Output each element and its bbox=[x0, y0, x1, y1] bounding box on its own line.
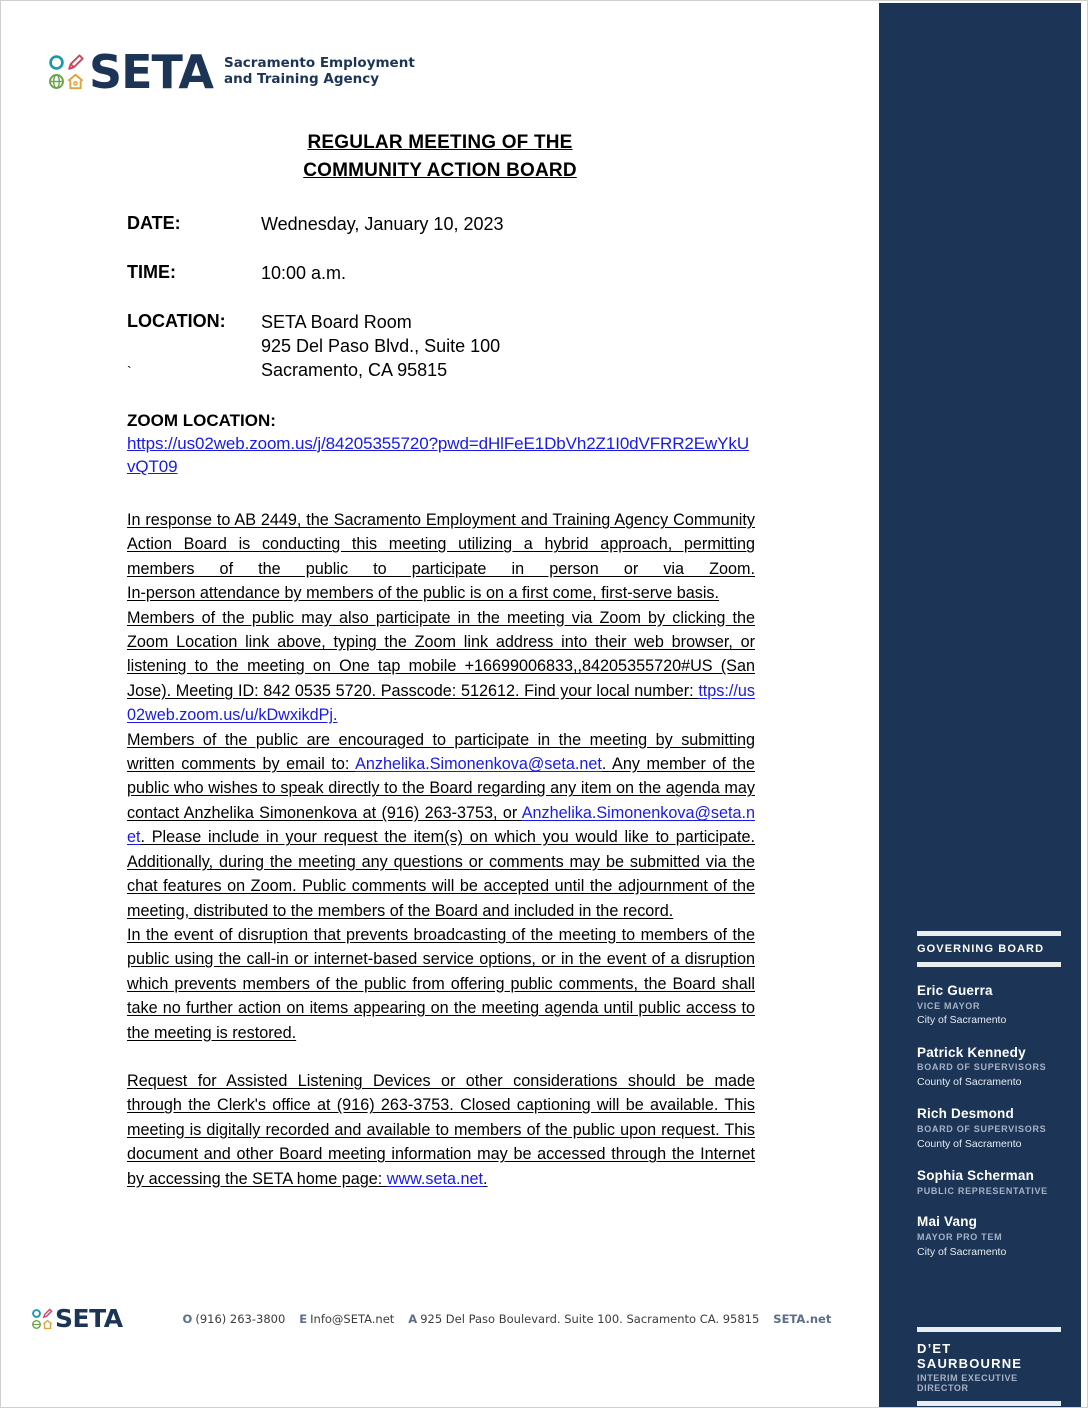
paragraph-disruption-text: In the event of disruption that prevents broadcasting of the meeting to members of the public using the call-in or internet-based service options, or in the event of a disruption which prevents members of the public from offering public comments, the Board shall take no further action on items appearing on the meeting agenda until public access to the meeting is restored. bbox=[127, 925, 755, 1042]
footer-phone-value: (916) 263-3800 bbox=[195, 1311, 286, 1326]
footer-website[interactable]: SETA.net bbox=[773, 1311, 832, 1326]
seta-tagline-line2: and Training Agency bbox=[223, 71, 380, 88]
governing-board-heading: GOVERNING BOARD bbox=[917, 943, 1045, 955]
governing-board-section bbox=[917, 931, 1061, 1260]
globe-icon bbox=[47, 72, 66, 91]
notice-body bbox=[127, 508, 755, 1191]
seta-logo-footer bbox=[31, 1304, 123, 1333]
board-member-role: MAYOR PRO TEM bbox=[917, 1232, 1003, 1243]
date-value: Wednesday, January 10, 2023 bbox=[261, 214, 504, 234]
meeting-details bbox=[127, 213, 767, 408]
location-line2: 925 Del Paso Blvd., Suite 100 bbox=[261, 335, 501, 356]
board-member-role: PUBLIC REPRESENTATIVE bbox=[917, 1185, 1048, 1196]
executive-director-section bbox=[917, 1327, 1061, 1406]
pencil-icon bbox=[66, 53, 85, 72]
governing-board-sidebar bbox=[879, 3, 1081, 1407]
globe-icon bbox=[31, 1319, 42, 1330]
executive-director-role: INTERIM EXECUTIVE DIRECTOR bbox=[917, 1373, 1018, 1393]
board-member-role: BOARD OF SUPERVISORS bbox=[917, 1124, 1047, 1135]
board-member-name: Sophia Scherman bbox=[917, 1167, 1035, 1183]
paragraph-written-comments-text-3: . Please include in your request the item(s) on which you would like to participate. Additionally, during the meeting any questions or comments may be submitted via the chat features on Zoom. Public comments will be accepted until the adjournment of the meeting, distributed to the members of the Board and included in the record. bbox=[127, 828, 755, 920]
board-member-org: City of Sacramento bbox=[917, 1014, 1007, 1027]
contact-email-link-2[interactable]: Anzhelika.Simonenkova@seta.net bbox=[127, 803, 755, 847]
paragraph-in-person bbox=[127, 581, 755, 605]
document-content bbox=[1, 1, 879, 1408]
footer-email-value: Info@SETA.net bbox=[310, 1311, 395, 1326]
board-member bbox=[917, 983, 1061, 1029]
board-member-org: County of Sacramento bbox=[917, 1075, 1022, 1088]
zoom-location-label: ZOOM LOCATION: bbox=[127, 411, 276, 430]
seta-tagline bbox=[224, 56, 415, 88]
divider-below-director bbox=[917, 1401, 1061, 1406]
paragraph-in-person-text: In-person attendance by members of the public is on a first come, first-serve basis. bbox=[127, 584, 720, 603]
seta-logo-header bbox=[47, 45, 415, 99]
time-label: TIME: bbox=[127, 261, 176, 282]
paragraph-spacer bbox=[127, 1045, 755, 1069]
executive-director-name: D’ET SAURBOURNE bbox=[917, 1341, 1023, 1371]
house-icon bbox=[42, 1319, 53, 1330]
board-member-org: City of Sacramento bbox=[917, 1245, 1007, 1258]
seta-wordmark: SETA bbox=[89, 45, 213, 99]
paragraph-disruption bbox=[127, 923, 755, 1045]
circle-icon bbox=[31, 1308, 42, 1319]
location-line1: SETA Board Room bbox=[261, 311, 412, 332]
board-member-role: BOARD OF SUPERVISORS bbox=[917, 1062, 1047, 1073]
detail-row-date bbox=[127, 213, 767, 237]
location-line3: Sacramento, CA 95815 bbox=[261, 359, 448, 380]
footer-address-value: 925 Del Paso Boulevard. Suite 100. Sacramento CA. 95815 bbox=[420, 1311, 760, 1326]
seta-tagline-line1: Sacramento Employment bbox=[223, 55, 415, 72]
stray-backtick-mark: ` bbox=[127, 363, 132, 379]
location-value bbox=[261, 311, 500, 383]
board-member bbox=[917, 1045, 1061, 1091]
house-icon bbox=[66, 72, 85, 91]
time-value: 10:00 a.m. bbox=[261, 262, 347, 283]
footer-email-key: E bbox=[299, 1311, 308, 1326]
paragraph-written-comments-text-2: . Any member of the public who wishes to speak directly to the Board regarding any item on the agenda may contact Anzhelika Simonenkova at (916) 263-3753, or bbox=[127, 755, 755, 822]
board-member bbox=[917, 1168, 1061, 1198]
detail-row-location bbox=[127, 311, 767, 383]
paragraph-accessibility-text-2: . bbox=[483, 1169, 488, 1188]
zoom-location-link-wrap bbox=[127, 433, 755, 479]
board-member-name: Mai Vang bbox=[917, 1214, 978, 1230]
page-title-line2: COMMUNITY ACTION BOARD bbox=[303, 160, 577, 182]
page-title-line1: REGULAR MEETING OF THE bbox=[307, 132, 573, 153]
board-member-name: Patrick Kennedy bbox=[917, 1044, 1026, 1060]
divider-under-heading bbox=[917, 962, 1061, 967]
paragraph-ab2449 bbox=[127, 508, 755, 581]
board-member-name: Rich Desmond bbox=[917, 1106, 1014, 1122]
paragraph-accessibility-text-1: Request for Assisted Listening Devices or other considerations should be made through the Clerk's office at (916) 263-3753. Closed captioning will be available. This meeting is digitally recorded and available to members of the public upon request. This document and other Board meeting information may be accessed through the Internet by accessing the SETA home page: bbox=[127, 1071, 755, 1188]
paragraph-accessibility bbox=[127, 1069, 755, 1191]
footer-address-key: A bbox=[408, 1311, 418, 1326]
footer-phone-key: O bbox=[182, 1311, 193, 1326]
footer-logo-icon-grid bbox=[31, 1308, 53, 1330]
board-member bbox=[917, 1214, 1061, 1260]
page-footer bbox=[1, 1304, 879, 1333]
paragraph-zoom-participation bbox=[127, 606, 755, 728]
zoom-location-block bbox=[127, 410, 755, 479]
footer-contact-info bbox=[183, 1312, 832, 1326]
date-label: DATE: bbox=[127, 213, 181, 233]
board-member bbox=[917, 1106, 1061, 1152]
board-member-name: Eric Guerra bbox=[917, 983, 993, 998]
zoom-meeting-link[interactable]: https://us02web.zoom.us/j/84205355720?pwd=dHlFeE1DbVh2Z1I0dVFRR2EwYkUvQT09 bbox=[127, 433, 749, 476]
page-title bbox=[1, 129, 879, 185]
contact-email-link-1[interactable]: Anzhelika.Simonenkova@seta.net bbox=[355, 755, 602, 774]
seta-home-page-link[interactable]: www.seta.net bbox=[386, 1169, 484, 1188]
paragraph-zoom-participation-text: Members of the public may also participate in the meeting via Zoom by clicking the Zoom Location link above, typing the Zoom link address into their web browser, or listening to the meeting on One tap mobile +16699006833,,84205355720#US (San Jose). Meeting ID: 842 0535 5720. Passcode: 512612. Find your local number: bbox=[127, 608, 755, 700]
paragraph-written-comments-text-1: Members of the public are encouraged to participate in the meeting by submitting written comments by email to: bbox=[127, 730, 755, 774]
local-number-link[interactable]: ttps://us02web.zoom.us/u/kDwxikdPj. bbox=[127, 681, 755, 725]
paragraph-written-comments bbox=[127, 728, 755, 923]
paragraph-ab2449-text: In response to AB 2449, the Sacramento Employment and Training Agency Community Action Board is conducting this meeting utilizing a hybrid approach, permitting members of the public to participate in person or via Zoom. bbox=[127, 511, 755, 578]
board-member-role: VICE MAYOR bbox=[917, 1000, 981, 1011]
location-label: LOCATION: bbox=[127, 310, 226, 331]
logo-icon-grid bbox=[47, 53, 85, 91]
detail-row-time bbox=[127, 262, 767, 286]
footer-seta-wordmark: SETA bbox=[55, 1304, 123, 1333]
pencil-icon bbox=[42, 1308, 53, 1319]
board-member-org: County of Sacramento bbox=[917, 1137, 1022, 1150]
circle-icon bbox=[47, 53, 66, 72]
